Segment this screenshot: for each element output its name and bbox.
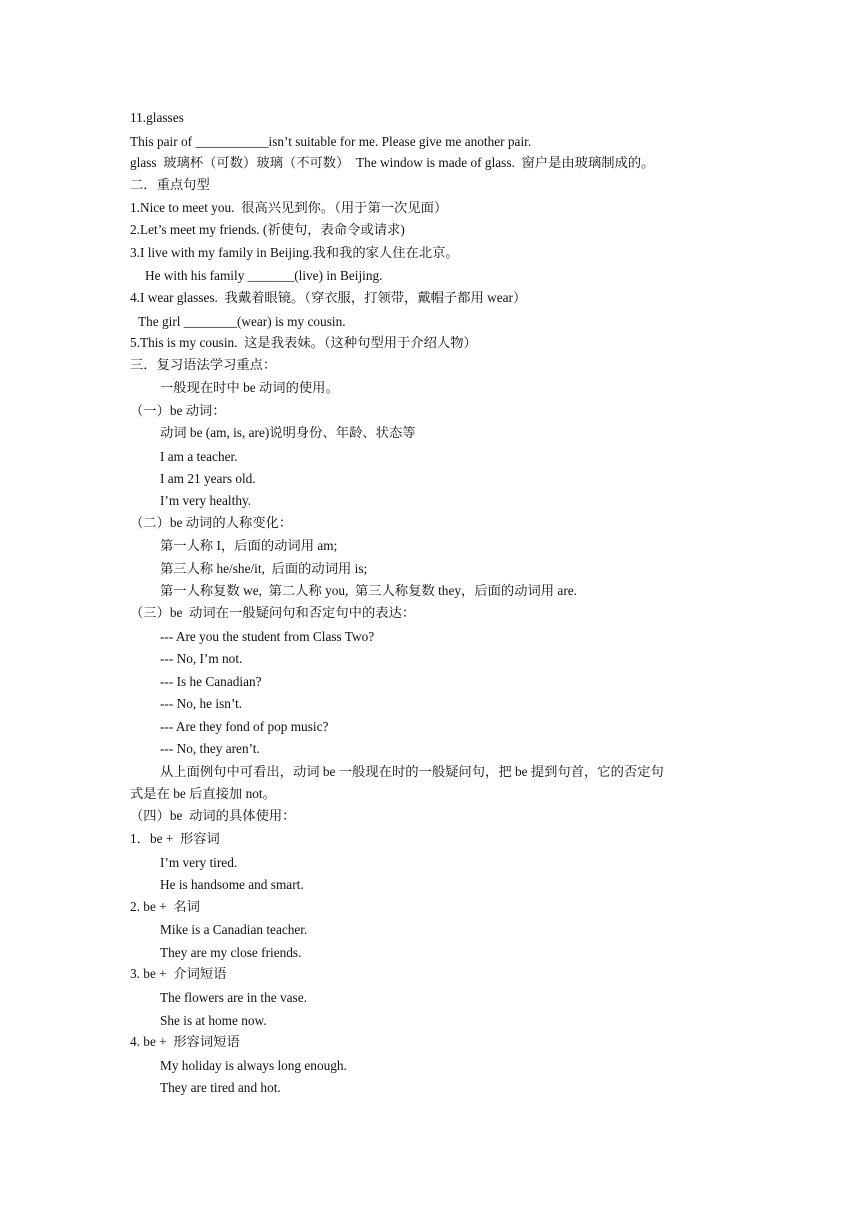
dialogue-line: --- No, they aren’t. (160, 741, 260, 756)
example-sentence: I am a teacher. (160, 449, 238, 464)
section-heading-2: 二．重点句型 (130, 177, 210, 192)
example-sentence: My holiday is always long enough. (160, 1058, 347, 1073)
grammar-note: 第三人称 he/she/it, 后面的动词用 is; (160, 561, 368, 576)
subsection-heading-3: （三）be 动词在一般疑问句和否定句中的表达： (130, 605, 416, 620)
grammar-explanation: 从上面例句中可看出，动词 be 一般现在时的一般疑问句，把 be 提到句首，它的否定句 (160, 764, 664, 779)
example-sentence: Mike is a Canadian teacher. (160, 922, 308, 937)
subsection-heading-1: （一）be 动词： (130, 403, 226, 418)
section-heading-3: 三．复习语法学习重点： (130, 357, 277, 372)
dialogue-line: --- Is he Canadian? (160, 674, 262, 689)
usage-heading: 1．be + 形容词 (130, 831, 220, 846)
grammar-note: 动词 be (am, is, are)说明身份、年龄、状态等 (160, 425, 416, 440)
example-sentence: He is handsome and smart. (160, 877, 304, 892)
dialogue-line: --- No, I’m not. (160, 651, 243, 666)
example-sentence: The flowers are in the vase. (160, 990, 307, 1005)
vocab-heading: 11.glasses (130, 110, 184, 125)
subsection-heading-2: （二）be 动词的人称变化： (130, 515, 293, 530)
example-sentence: I am 21 years old. (160, 471, 256, 486)
sentence-pattern-4: 4.I wear glasses. 我戴着眼镜。（穿衣服，打领带，戴帽子都用 wear） (130, 290, 527, 305)
dialogue-line: --- No, he isn’t. (160, 696, 243, 711)
grammar-note: 第一人称复数 we, 第二人称 you, 第三人称复数 they，后面的动词用 are. (160, 583, 577, 598)
sentence-pattern-1: 1.Nice to meet you. 很高兴见到你。（用于第一次见面） (130, 200, 448, 215)
fill-in-sentence: This pair of ___________isn’t suitable for me. Please give me another pair. (130, 134, 532, 149)
subsection-heading-4: （四）be 动词的具体使用： (130, 808, 296, 823)
dialogue-line: --- Are you the student from Class Two? (160, 629, 375, 644)
grammar-note: 第一人称 I，后面的动词用 am; (160, 538, 338, 553)
usage-heading: 4. be + 形容词短语 (130, 1034, 240, 1049)
example-sentence: I’m very tired. (160, 855, 238, 870)
usage-heading: 2. be + 名词 (130, 899, 200, 914)
example-sentence: I’m very healthy. (160, 493, 252, 508)
grammar-intro: 一般现在时中 be 动词的使用。 (160, 380, 339, 395)
grammar-explanation: 式是在 be 后直接加 not。 (130, 786, 276, 801)
usage-heading: 3. be + 介词短语 (130, 966, 227, 981)
fill-in-sentence: The girl ________(wear) is my cousin. (138, 314, 346, 329)
example-sentence: They are tired and hot. (160, 1080, 281, 1095)
fill-in-sentence: He with his family _______(live) in Beijing. (145, 268, 383, 283)
example-sentence: She is at home now. (160, 1013, 267, 1028)
example-sentence: They are my close friends. (160, 945, 302, 960)
sentence-pattern-2: 2.Let’s meet my friends. (祈使句，表命令或请求) (130, 222, 405, 237)
dialogue-line: --- Are they fond of pop music? (160, 719, 329, 734)
vocab-note: glass 玻璃杯（可数）玻璃（不可数） The window is made of glass. 窗户是由玻璃制成的。 (130, 155, 655, 170)
sentence-pattern-3: 3.I live with my family in Beijing.我和我的家人住在北京。 (130, 245, 459, 260)
sentence-pattern-5: 5.This is my cousin. 这是我表妹。（这种句型用于介绍人物） (130, 335, 477, 350)
